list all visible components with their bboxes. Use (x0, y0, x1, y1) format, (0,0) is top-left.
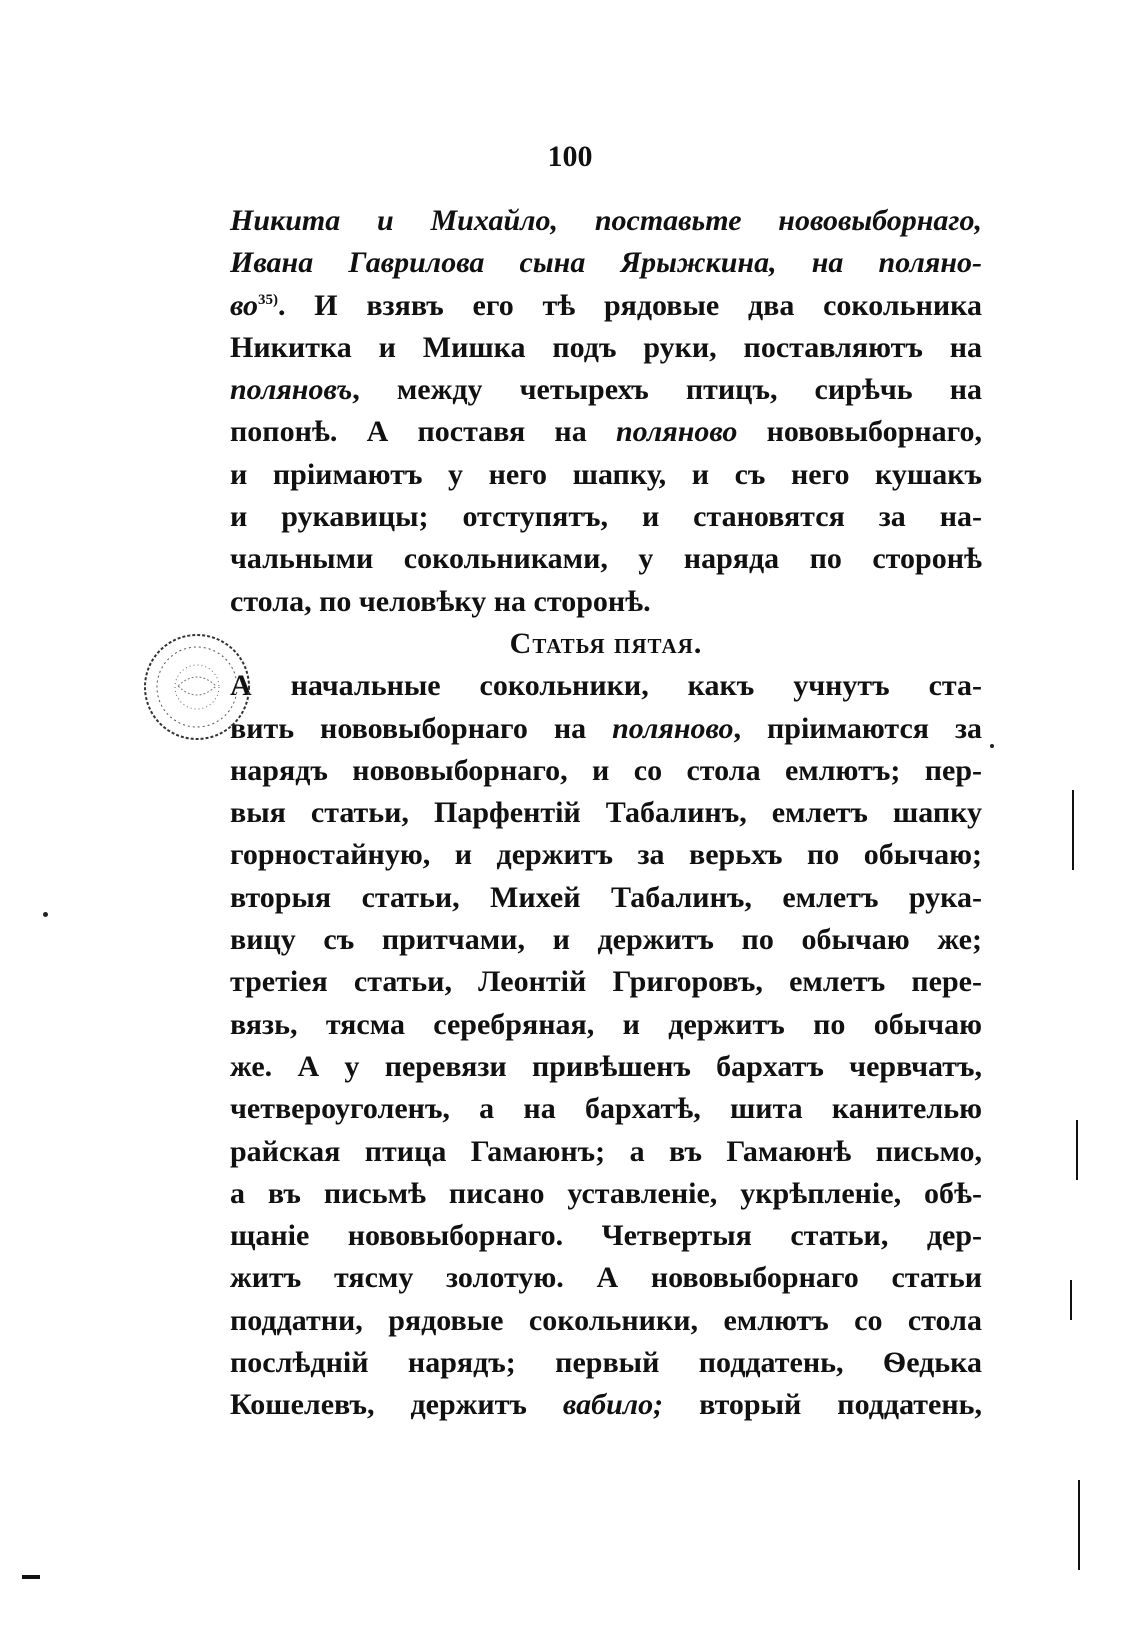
text-line (230, 750, 982, 792)
italic-term: вабило; (562, 1388, 664, 1422)
text-line (230, 665, 982, 707)
page-number: 100 (547, 140, 593, 173)
text-line (230, 708, 982, 750)
text-line (230, 581, 982, 623)
text-line (230, 369, 982, 411)
text-segment: поддатни, рядовые сокольники, емлютъ со стола (230, 1303, 982, 1337)
text-line (230, 496, 982, 538)
text-segment: а въ письмѣ писано уставленіе, укрѣпленіе, обѣ- (230, 1176, 982, 1210)
text-segment: и пріимаютъ у него шапку, и съ него кушакъ (230, 457, 982, 491)
text-segment: нововыборнаго, (737, 415, 982, 449)
text-line (230, 792, 982, 834)
scan-mark (1070, 1280, 1072, 1320)
text-segment: А начальные сокольники, какъ учнутъ ста- (230, 669, 982, 703)
text-line (230, 877, 982, 919)
library-stamp (138, 628, 256, 746)
body-text (230, 200, 982, 1427)
text-line (230, 242, 982, 284)
text-line (230, 919, 982, 961)
text-segment: выя статьи, Парфентій Табалинъ, емлетъ шапку (230, 796, 982, 830)
text-line (230, 1300, 982, 1342)
text-line (230, 327, 982, 369)
scan-mark (1078, 1480, 1080, 1570)
text-line (230, 1046, 982, 1088)
scan-mark (22, 1575, 40, 1579)
text-segment: же. А у перевязи привѣшенъ бархатъ червчатъ, (230, 1049, 982, 1083)
scan-mark (1072, 790, 1074, 870)
text-segment: щаніе нововыборнаго. Четвертыя статьи, дер- (230, 1219, 982, 1253)
text-segment: третіея статьи, Леонтій Григоровъ, емлетъ пере- (230, 965, 982, 999)
italic-term: поляново (612, 711, 734, 745)
text-line (230, 1215, 982, 1257)
section-heading (230, 623, 982, 665)
text-line (230, 1342, 982, 1384)
footnote-ref: 35) (258, 291, 279, 308)
text-segment: . И взявъ его тѣ рядовые два сокольника (278, 288, 982, 322)
text-line (230, 834, 982, 876)
text-line (230, 961, 982, 1003)
text-segment: Никитка и Мишка подъ руки, поставляютъ на (230, 330, 982, 364)
text-segment: , пріимаются за (733, 711, 982, 745)
text-segment: вицу съ притчами, и держитъ по обычаю же; (230, 923, 982, 957)
text-line (230, 1088, 982, 1130)
italic-term: поляновъ (230, 373, 353, 407)
text-line (230, 200, 982, 242)
text-line (230, 1131, 982, 1173)
text-line (230, 285, 982, 327)
text-segment: стола, по человѣку на сторонѣ. (230, 584, 651, 618)
text-segment: вторыя статьи, Михей Табалинъ, емлетъ рука- (230, 880, 982, 914)
text-segment: чальными сокольниками, у наряда по сторонѣ (230, 542, 982, 576)
text-segment: горностайную, и держитъ за верьхъ по обычаю; (230, 838, 982, 872)
text-segment: райская птица Гамаюнъ; а въ Гамаюнѣ письмо, (230, 1134, 982, 1168)
scan-dot (43, 912, 48, 917)
text-segment: Кошелевъ, держитъ (230, 1388, 563, 1422)
text-line (230, 1257, 982, 1299)
text-segment: вторый поддатень, (663, 1388, 983, 1422)
text-segment: послѣдній нарядъ; первый поддатень, Ѳедька (230, 1346, 982, 1380)
italic-term: во (230, 288, 259, 322)
italic-term: Ивана Гаврилова сына Ярыжкина, на поляно- (230, 246, 982, 280)
text-segment: и рукавицы; отступятъ, и становятся за на- (230, 500, 982, 534)
text-line (230, 1004, 982, 1046)
italic-term: поляново (615, 415, 738, 449)
text-segment: житъ тясму золотую. А нововыборнаго статьи (230, 1261, 982, 1295)
scan-dot (990, 744, 994, 748)
text-segment: попонѣ. А поставя на (230, 415, 616, 449)
text-segment: вить нововыборнаго на (230, 711, 613, 745)
text-segment: Статья пятая. (509, 626, 703, 660)
scan-mark (1076, 1120, 1078, 1180)
italic-term: Никита и Михайло, поставьте нововыборнаго, (230, 204, 982, 237)
text-line (230, 411, 982, 453)
text-segment: четвероуголенъ, а на бархатѣ, шита канителью (230, 1092, 982, 1126)
text-line (230, 538, 982, 580)
text-segment: нарядъ нововыборнаго, и со стола емлютъ; пер- (230, 753, 982, 787)
text-line (230, 1173, 982, 1215)
text-segment: вязь, тясма серебряная, и держитъ по обычаю (230, 1007, 982, 1041)
text-line (230, 1384, 982, 1426)
text-line (230, 454, 982, 496)
text-segment: , между четырехъ птицъ, сирѣчь на (352, 373, 982, 407)
